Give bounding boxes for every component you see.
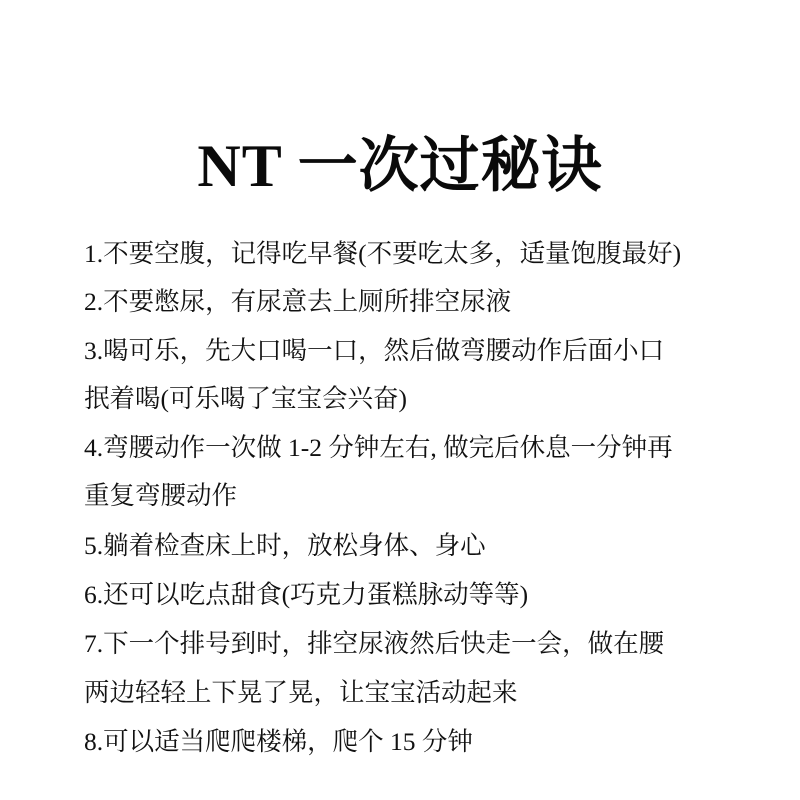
tip-6-line-1: 6.还可以吃点甜食(巧克力蛋糕脉动等等) — [84, 580, 529, 609]
tip-1-line-1: 1.不要空腹，记得吃早餐(不要吃太多，适量饱腹最好) — [84, 239, 682, 268]
page-title: NT 一次过秘诀 — [197, 133, 603, 199]
tip-5-line-1: 5.躺着检查床上时，放松身体、身心 — [84, 531, 486, 560]
tip-3-line-2: 抿着喝(可乐喝了宝宝会兴奋) — [84, 384, 407, 413]
tip-2-line-1: 2.不要憋尿，有尿意去上厕所排空尿液 — [84, 287, 512, 316]
tip-7-line-1: 7.下一个排号到时，排空尿液然后快走一会，做在腰 — [84, 629, 665, 658]
tip-8-line-1: 8.可以适当爬爬楼梯，爬个 15 分钟 — [84, 727, 473, 756]
tip-4-line-2: 重复弯腰动作 — [84, 481, 238, 510]
tip-4-line-1: 4.弯腰动作一次做 1-2 分钟左右, 做完后休息一分钟再 — [84, 433, 673, 462]
tip-7-line-2: 两边轻轻上下晃了晃，让宝宝活动起来 — [84, 678, 518, 707]
tip-3-line-1: 3.喝可乐，先大口喝一口，然后做弯腰动作后面小口 — [84, 336, 665, 365]
